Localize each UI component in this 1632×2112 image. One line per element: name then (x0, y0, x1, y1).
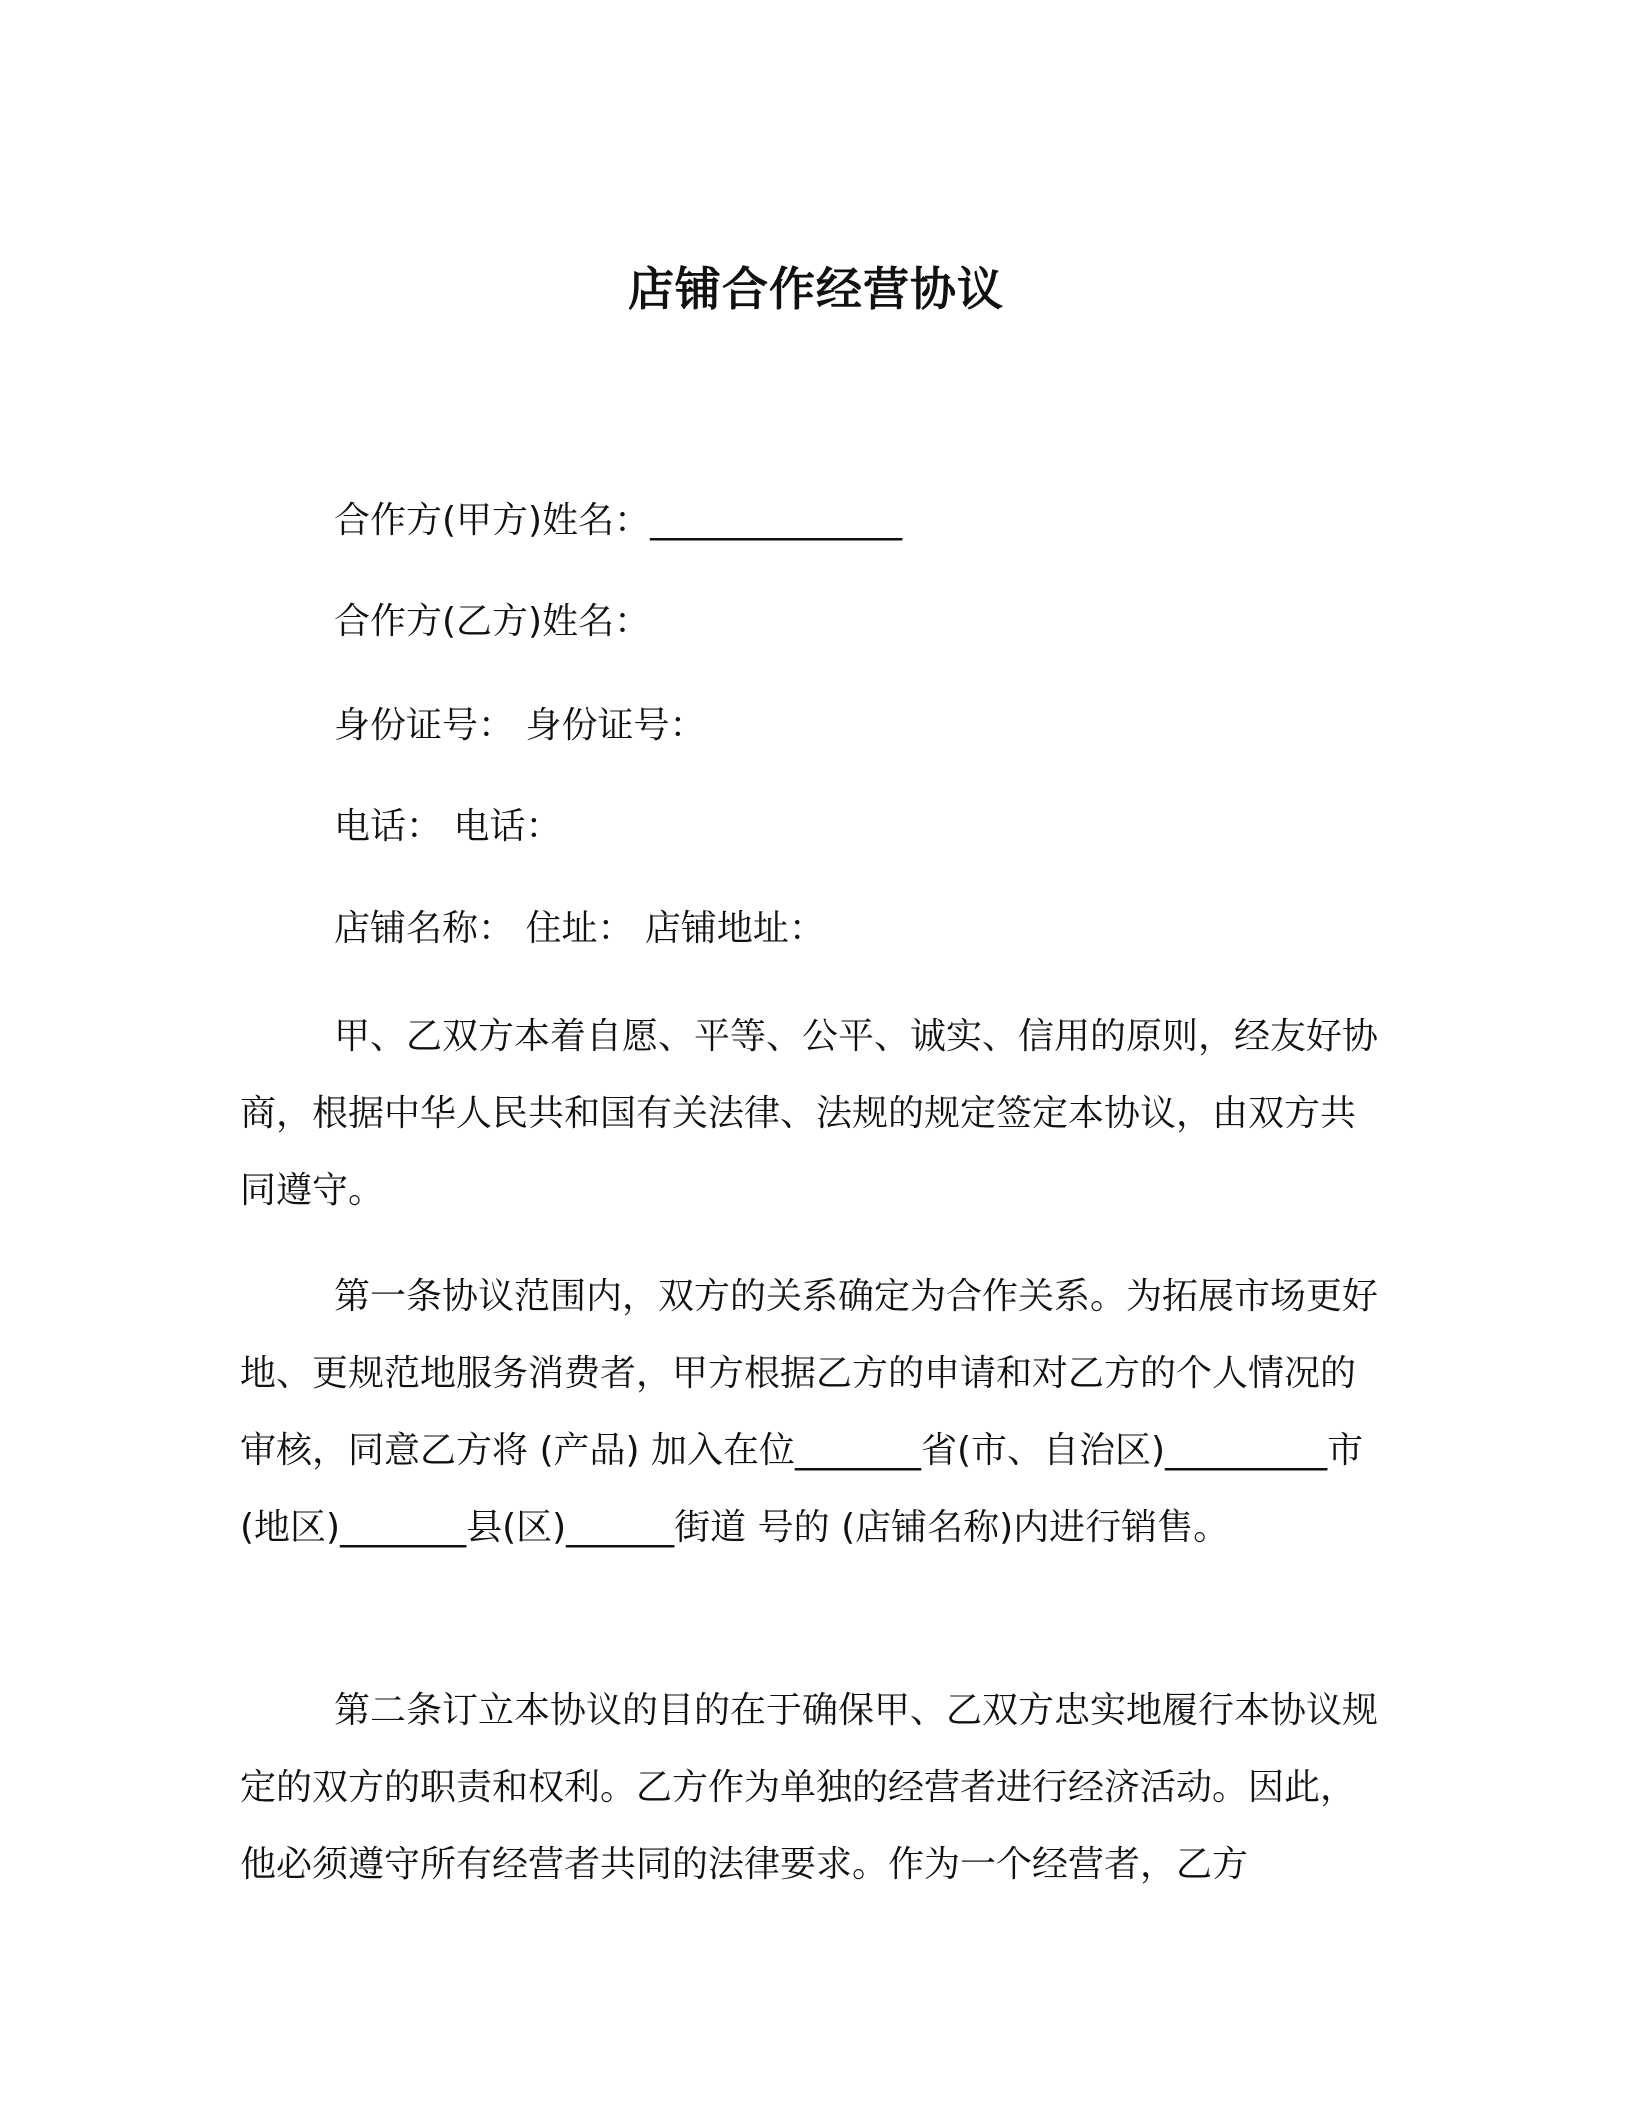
id-number-field: 身份证号： 身份证号： (334, 705, 706, 746)
document-title: 店铺合作经营协议 (628, 261, 1004, 316)
party-b-name-field: 合作方(乙方)姓名： (334, 601, 651, 642)
article-2-paragraph: 第二条订立本协议的目的在于确保甲、乙双方忠实地履行本协议规定的双方的职责和权利。乙方作为单独的经营者进行经济活动。因此，他必须遵守所有经营者共同的法律要求。作为一个经营者，乙方 (240, 1690, 1379, 1885)
intro-paragraph: 甲、乙双方本着自愿、平等、公平、诚实、信用的原则，经友好协商，根据中华人民共和国有关法律、法规的规定签定本协议，由双方共同遵守。 (240, 1016, 1379, 1211)
party-a-name-field: 合作方(甲方)姓名：______________ (334, 500, 903, 541)
phone-field: 电话： 电话： (334, 806, 562, 847)
article-1-paragraph: 第一条协议范围内，双方的关系确定为合作关系。为拓展市场更好地、更规范地服务消费者，甲方根据乙方的申请和对乙方的个人情况的审核，同意乙方将 (产品) 加入在位_______省(市、自治区)_________市(地区)_______县(区)______街道 号的 (店铺名称)内进行销售。 (240, 1276, 1379, 1548)
shop-info-field: 店铺名称： 住址： 店铺地址： (334, 908, 825, 949)
